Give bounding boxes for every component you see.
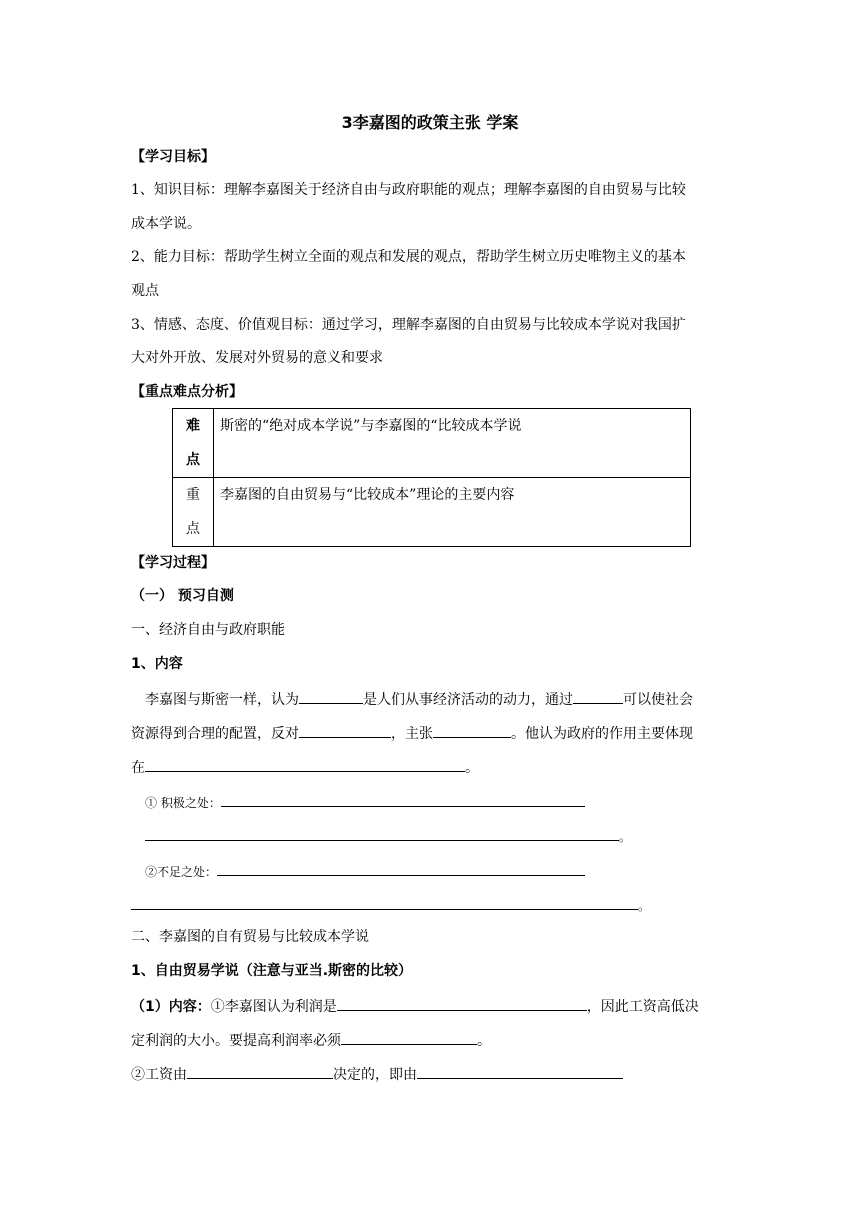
text-run: ②工资由: [131, 1067, 187, 1083]
paragraph-line-1: [145, 689, 693, 709]
text-run: 在: [131, 760, 145, 776]
fill-blank[interactable]: [145, 826, 619, 841]
goals-heading: 【学习目标】: [131, 149, 215, 165]
keypoints-table: [172, 408, 691, 547]
content-line-1: [131, 996, 699, 1016]
process-heading: 【学习过程】: [131, 555, 215, 571]
header-char: 点: [186, 521, 200, 537]
goal-2-line-1: 2、能力目标：帮助学生树立全面的观点和发展的观点，帮助学生树立历史唯物主义的基本: [131, 249, 686, 265]
section-1-heading: 一、经济自由与政府职能: [131, 622, 285, 638]
text-run: 。他认为政府的作用主要体现: [511, 726, 693, 742]
fill-blank[interactable]: [131, 895, 638, 910]
goal-3-line-2: 大对外开放、发展对外贸易的意义和要求: [131, 350, 383, 366]
paragraph-line-3: [131, 757, 479, 777]
text-run: 李嘉图与斯密一样，认为: [145, 692, 299, 708]
header-char: 难: [186, 418, 200, 434]
text-run: 决定的，即由: [333, 1067, 417, 1083]
text-run: 。: [477, 1033, 491, 1049]
fill-blank[interactable]: [145, 757, 465, 772]
section-2-1-heading: 1、自由贸易学说（注意与亚当.斯密的比较）: [131, 963, 413, 979]
row-header-key: [173, 478, 214, 547]
table-row: [173, 409, 691, 478]
fill-blank[interactable]: [433, 723, 511, 738]
text-run: 资源得到合理的配置，反对: [131, 726, 299, 742]
row-header-difficult: [173, 409, 214, 478]
positive-line-2: [145, 826, 631, 846]
fill-blank[interactable]: [187, 1064, 333, 1079]
fill-blank[interactable]: [217, 861, 585, 876]
fill-blank[interactable]: [337, 996, 587, 1011]
fill-blank[interactable]: [299, 723, 391, 738]
text-run: 是人们从事经济活动的动力，通过: [363, 692, 573, 708]
header-char: 重: [186, 487, 200, 503]
section-2-heading: 二、李嘉图的自有贸易与比较成本学说: [131, 929, 369, 945]
content-line-3: [131, 1064, 623, 1084]
text-run: 。: [619, 830, 632, 844]
negative-label: ②不足之处：: [145, 865, 218, 879]
negative-line-2: [131, 895, 650, 915]
keypoints-heading: 【重点难点分析】: [131, 384, 243, 400]
text-run: ，因此工资高低决: [586, 999, 699, 1015]
goal-1-line-2: 成本学说。: [131, 216, 201, 232]
section-1-1-heading: 1、内容: [131, 656, 183, 672]
positive-line: [145, 792, 585, 812]
goal-2-line-2: 观点: [131, 283, 159, 299]
content-label: （1）内容：: [131, 999, 211, 1015]
difficult-content: 斯密的“绝对成本学说”与李嘉图的“比较成本学说: [214, 409, 691, 478]
header-char: 点: [186, 452, 200, 468]
positive-label: ① 积极之处：: [145, 796, 221, 810]
text-run: 。: [465, 760, 479, 776]
text-run: ①李嘉图认为利润是: [210, 999, 337, 1015]
table-row: [173, 478, 691, 547]
text-run: 定利润的大小。要提高利润率必须: [131, 1033, 341, 1049]
fill-blank[interactable]: [573, 689, 623, 704]
fill-blank[interactable]: [221, 792, 585, 807]
fill-blank[interactable]: [299, 689, 363, 704]
fill-blank[interactable]: [341, 1030, 477, 1045]
key-content: 李嘉图的自由贸易与“比较成本”理论的主要内容: [214, 478, 691, 547]
preview-subheading: （一） 预习自测: [131, 588, 234, 604]
text-run: 可以使社会: [623, 692, 693, 708]
text-run: ，主张: [391, 726, 433, 742]
goal-3-line-1: 3、情感、态度、价值观目标：通过学习，理解李嘉图的自由贸易与比较成本学说对我国扩: [131, 317, 686, 333]
goal-1-line-1: 1、知识目标：理解李嘉图关于经济自由与政府职能的观点；理解李嘉图的自由贸易与比较: [131, 182, 686, 198]
negative-line: [145, 861, 585, 881]
content-line-2: [131, 1030, 491, 1050]
page-title: 3李嘉图的政策主张 学案: [341, 113, 519, 132]
fill-blank[interactable]: [417, 1064, 623, 1079]
paragraph-line-2: [131, 723, 693, 743]
text-run: 。: [638, 899, 651, 913]
